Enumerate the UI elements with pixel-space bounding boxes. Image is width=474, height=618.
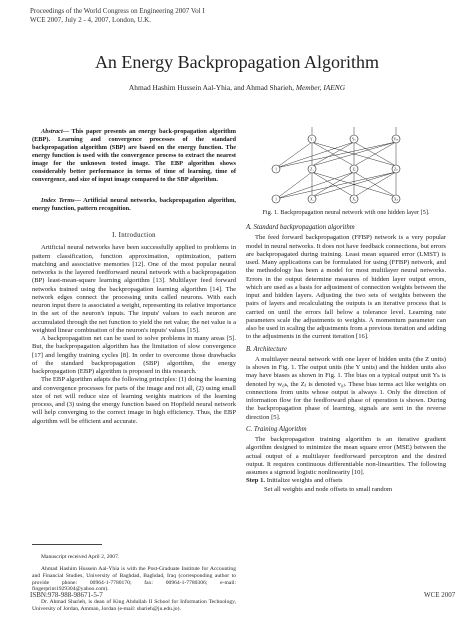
author-names: Ahmad Hashim Hussein Aal-Yhia, and Ahmad Sharieh,: [128, 83, 294, 92]
right-column: [246, 224, 446, 494]
footnote-author-2: Dr. Ahmad Sharieh, is dean of King Abdullah II School for Information Technology, University of Jordan, Amman, Jordan (e-mail: sharieh@ju.edu.jo).: [32, 598, 236, 612]
training-paragraph: The backpropagation training algorithm is an iterative gradient algorithm designed to minimize the mean square error (MSE) between the actual output of a multilayer feedforward perceptron and the desired output. It requires continuous differentiable non-linearities. The following assumes a sigmoid logistic nonlinearity [10].: [246, 436, 446, 476]
intro-paragraph-3: The EBP algorithm adapts the following principles: (1) doing the learning and convergence processes for parts of the image and not all, (2) using small size of net will reduce size of learning weights matrices of the learning process, and (3) using the energy function based on Hopfield neural network will help converging to the correct image in high efficiency. Thus, the EBP algorithm will be efficient and accurate.: [32, 376, 236, 425]
section-introduction: [32, 232, 236, 426]
standard-bp-paragraph: The feed forward backpropagation (FFBP) network is a very popular model in neural networks. It does not have feedback connections, but errors are backpropagated during training. Least mean squared error (LMST) is used. Many applications can be formulated for using (FFBP) network, and the methodology has been a model for most multilayer neural networks. Errors in the output determine measures of hidden layer output errors, which are used as a basis for adjustment of connection weights between the input and hidden layers. Adjusting the two sets of weights between the pairs of layers and recalculating the outputs is an iterative process that is carried on until the errors fall below a tolerance level. Learning rate parameters scale the adjustments to weights. A momentum parameter can also be used in scaling the adjustments from a previous iteration and adding to the adjustments in the current iteration [16].: [246, 234, 446, 341]
output-label-1: Y₁: [310, 137, 314, 142]
architecture-paragraph: A multilayer neural network with one layer of hidden units (the Z units) is shown in Fig. 1. The output units (the Y units) and the hidden units also may have biases as shown in Fig. 1. The bias on a typical output unit Yₖ is denoted by w₀ₖ, the Zⱼ is denoted v₀ⱼ. These bias terms act like weights on connections from units whose output is always 1. Only the direction of information flow for the feedforward phase of operation is shown. During the backpropagation phase of learning, signals are sent in the reverse direction [5].: [246, 355, 446, 421]
index-terms-label: Index Terms: [41, 197, 75, 204]
index-terms-text: Artificial neural networks, backpropagation algorithm, energy function, pattern recognition.: [32, 197, 237, 212]
step-1-label: Step 1.: [246, 477, 266, 485]
section-title-training: C. Training Algorithm: [246, 425, 307, 433]
section-title-standard-bp: A. Standard backpropagation algorithm: [246, 224, 355, 231]
neural-network-figure: [262, 124, 432, 206]
paper-title: An Energy Backpropagation Algorithm: [94, 52, 380, 72]
figure-caption: Fig. 1. Backpropagation neural network with one hidden layer [5].: [262, 209, 430, 216]
footnote-received: Manuscript received April 2, 2007.: [41, 553, 120, 560]
input-label-i: Xᵢ: [352, 197, 356, 202]
input-bias-label: 1: [275, 197, 277, 202]
intro-paragraph-2: A backpropagation net can be used to solve problems in many areas [5]. But, the backpropagation algorithm has the limitation of slow convergence [17] and lengthy training cycles [8]. In order to overcome those drawbacks of the standard backpropagation (SBP) algorithm, the energy backpropagation (EBP) algorithm is proposed in this research.: [32, 335, 236, 375]
footnote-rule: [32, 544, 102, 545]
header-line-2: WCE 2007, July 2 - 4, 2007, London, U.K.: [30, 15, 151, 24]
abstract: Abstract— This paper presents an energy back-propagation algorithm (EBP). Learning and convergence processes of the standard backpropagation algorithm (SBP) are based on the energy function. The energy function is used with the convergence process to extract the nearest image for the unknown tested image. The EBP algorithm shows considerably better performance in terms of time of learning, time of convergence, and size of input image compared to the SBP algorithm.: [32, 128, 236, 183]
hidden-bias-label: 1: [275, 167, 277, 172]
footer-isbn: ISBN:978-988-98671-5-7: [30, 591, 103, 599]
hidden-label-p: Zₚ: [394, 167, 398, 172]
running-header: [30, 7, 205, 24]
hidden-label-1: Z₁: [310, 167, 314, 172]
step-1-text: Initialize weights and offsets: [266, 477, 343, 485]
input-label-n: Xₙ: [393, 197, 399, 202]
hidden-label-j: Zⱼ: [352, 167, 356, 172]
footer-wce: WCE 2007: [424, 591, 456, 599]
step-1-subtext: Set all weights and node offsets to small random: [264, 485, 393, 493]
section-title-architecture: B. Architecture: [246, 345, 287, 353]
header-line-1: Proceedings of the World Congress on Engineering 2007 Vol I: [30, 7, 205, 15]
author-role: Member, IAENG: [295, 83, 346, 92]
footnote-author-1: Ahmad Hashim Hussein Aal-Yhia is with the Post-Graduate Institute for Accounting and Financial Studies, University of Baghdad, Baghdad, Iraq (corresponding author to provide phone: 00964-1-7780170; fax: 00964-1-7780306; e-mail: fingerprint1929304@yahoo.com).: [32, 565, 236, 593]
index-terms: Index Terms— Artificial neural networks, backpropagation algorithm, energy function, pattern recognition.: [32, 197, 237, 212]
abstract-label: Abstract: [41, 128, 63, 135]
intro-paragraph-1: Artificial neural networks have been successfully applied to problems in pattern classification, function approximation, optimization, pattern matching and associative memories [12]. One of the most popular neural networks is the layered feedforward neural network with a backpropagation (BP) least-mean-square learning algorithm [13]. Multilayer feed forward networks trained using the backpropagation learning algorithm [14]. The network edges connect the processing units called neurons. With each neuron input there is associated a weight, representing its relative importance in the set of the neuron's inputs. The inputs' values to each neuron are accumulated through the net function to yield the net value; the net value is a weighted linear combination of the neuron's inputs' values [15].: [32, 244, 236, 334]
author-line: [0, 83, 474, 92]
output-label-m: Yₘ: [393, 137, 399, 142]
section-title-introduction: I. Introduction: [112, 232, 156, 239]
step-1: [246, 477, 446, 485]
footnotes: [32, 548, 236, 618]
output-label-k: Yₖ: [351, 137, 357, 142]
input-label-1: X₁: [310, 197, 314, 202]
abstract-text: This paper presents an energy back-propagation algorithm (EBP). Learning and convergence processes of the standard backpropagation algorithm (SBP) are based on the energy function. The energy function is used with the convergence process to extract the nearest image for the unknown tested image. The EBP algorithm shows considerably better performance in terms of time of learning, time of convergence, and size of input image compared to the SBP algorithm.: [32, 128, 236, 183]
